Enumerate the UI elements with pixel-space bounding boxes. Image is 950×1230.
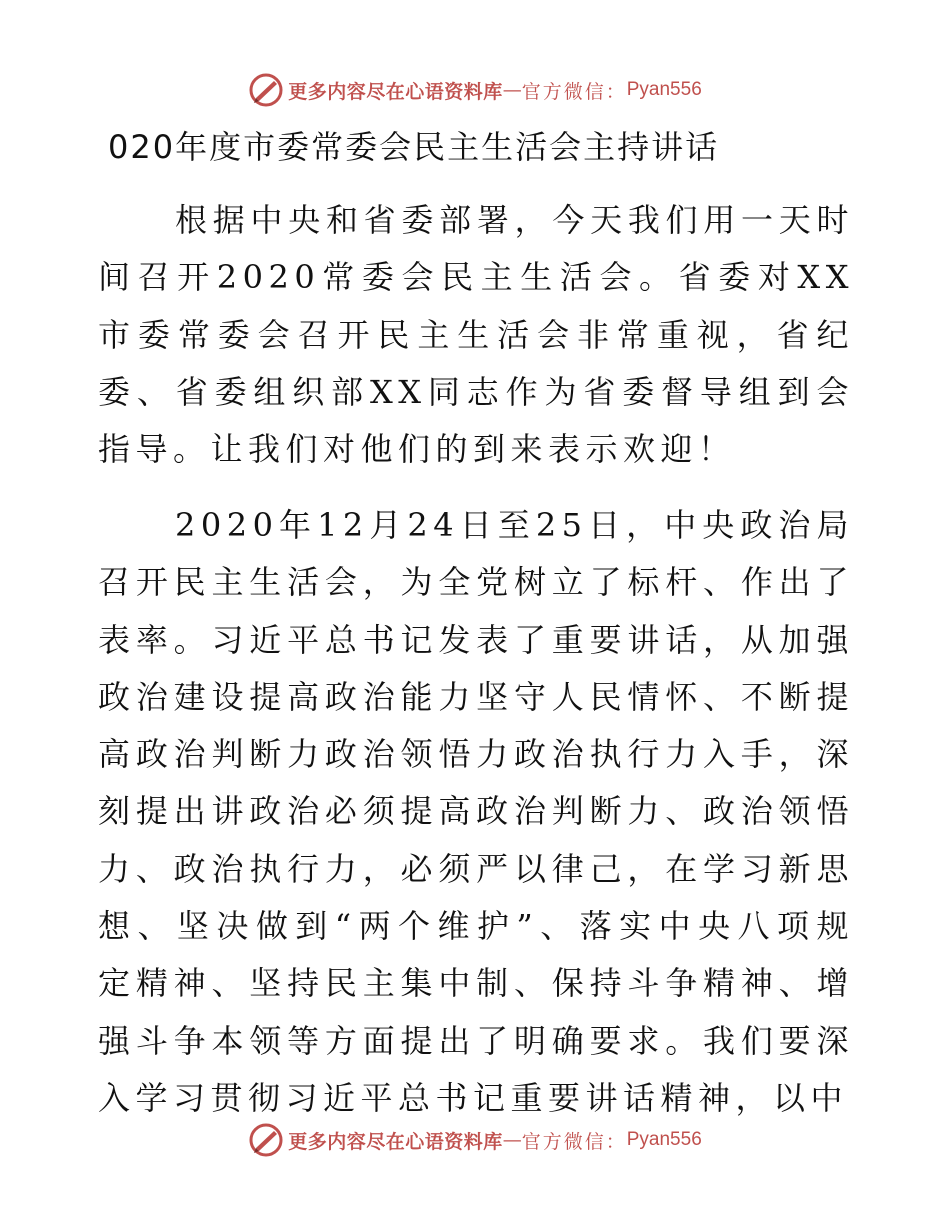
- banner-main-text: 更多内容尽在心语资料库: [288, 1130, 503, 1153]
- pen-circle-logo-icon: [248, 72, 284, 108]
- paragraph-1: 根据中央和省委部署，今天我们用一天时间召开2020常委会民主生活会。省委对XX市委常委会召开民主生活会非常重视，省纪委、省委组织部XX同志作为省委督导组到会指导。让我们对他们的到来表示欢迎！: [98, 201, 854, 469]
- banner-dash: —: [502, 79, 522, 101]
- paragraph-2: 2020年12月24日至25日，中央政治局召开民主生活会，为全党树立了标杆、作出了表率。习近平总书记发表了重要讲话，从加强政治建设提高政治能力坚守人民情怀、不断提高政治判断力政治领悟力政治执行力入手，深刻提出讲政治必须提高政治判断力、政治领悟力、政治执行力，必须严以律己，在学习新思想、坚决做到“两个维护”、落实中央八项规定精神、坚持民主集中制、保持斗争精神、增强斗争本领等方面提出了明确要求。我们要深入学习贯彻习近平总书记重要讲话精神，以中: [98, 506, 854, 1117]
- document-title: 020年度市委常委会民主生活会主持讲话: [108, 128, 720, 166]
- banner-main-text: 更多内容尽在心语资料库: [288, 80, 503, 103]
- banner-wechat-label: 官方微信：: [521, 1130, 627, 1153]
- banner-wechat-id: Pyan556: [626, 1129, 702, 1150]
- banner-wechat-label: 官方微信：: [521, 80, 627, 103]
- header-watermark-banner: [0, 70, 950, 110]
- banner-wechat-id: Pyan556: [626, 79, 702, 100]
- footer-watermark-banner: [0, 1120, 950, 1160]
- pen-circle-logo-icon: [248, 1122, 284, 1158]
- banner-dash: —: [502, 1129, 522, 1151]
